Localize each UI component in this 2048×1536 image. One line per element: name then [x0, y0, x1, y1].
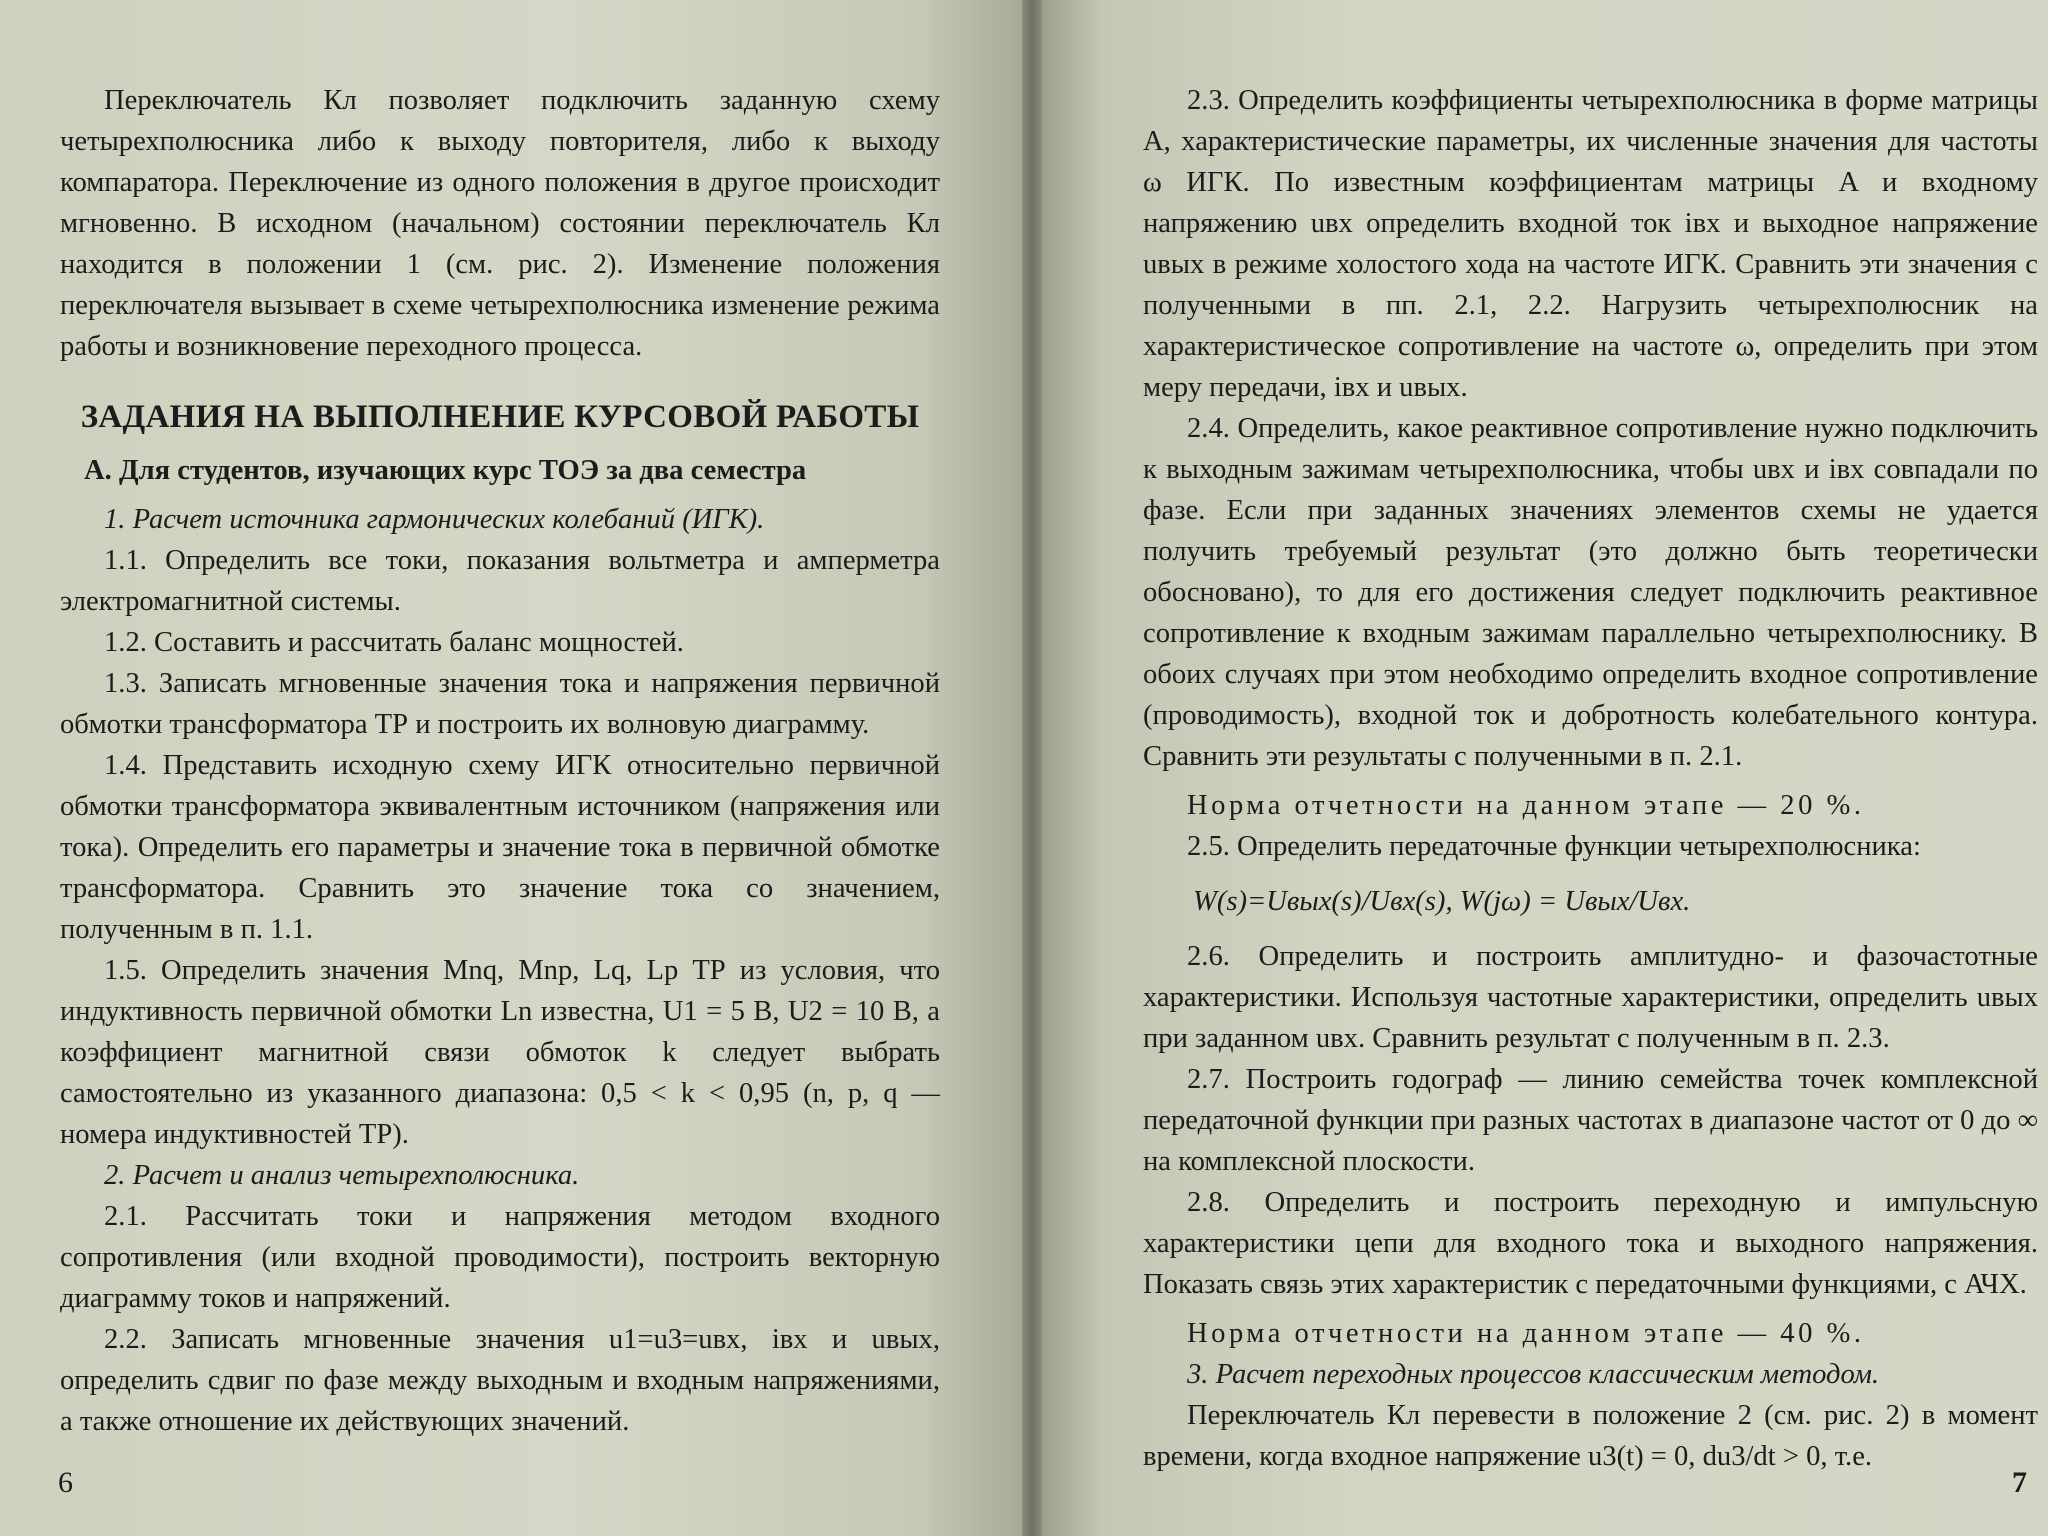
page-number-right: 7 — [2012, 1466, 2027, 1499]
right-page-text — [1143, 80, 2038, 1477]
paragraph-2-5: 2.5. Определить передаточные функции четырехполюсника: — [1187, 831, 1921, 862]
paragraph-2-1: 2.1. Рассчитать токи и напряжения методом входного сопротивления (или входной проводимости), построить векторную диаграмму токов и напряжений. — [60, 1201, 940, 1314]
section-2-title: 2. Расчет и анализ четырехполюсника. — [104, 1160, 580, 1191]
reporting-norm-40: Норма отчетности на данном этапе — 40 %. — [1187, 1318, 1865, 1349]
paragraph-2-4: 2.4. Определить, какое реактивное сопротивление нужно подключить к выходным зажимам четырехполюсника, чтобы uвх и iвх совпадали по фазе. Если при заданных значениях элементов схемы не удается получить требуемый результат (это должно быть теоретически обосновано), то для его достижения следует подключить реактивное сопротивление к входным зажимам параллельно четырехполюснику. В обоих случаях при этом необходимо определить входное сопротивление (проводимость), входной ток и добротность колебательного контура. Сравнить эти результаты с полученными в п. 2.1. — [1143, 413, 2038, 772]
subheading: А. Для студентов, изучающих курс ТОЭ за два семестра — [84, 455, 807, 486]
paragraph-1-4: 1.4. Представить исходную схему ИГК относительно первичной обмотки трансформатора эквивалентным источником (напряжения или тока). Определить его параметры и значение тока в первичной обмотке трансформатора. Сравнить это значение тока со значением, полученным в п. 1.1. — [60, 750, 940, 945]
paragraph-1-3: 1.3. Записать мгновенные значения тока и напряжения первичной обмотки трансформатора ТР и построить их волновую диаграмму. — [60, 668, 940, 740]
paragraph-1-5: 1.5. Определить значения Mnq, Mnp, Lq, Lp ТР из условия, что индуктивность первичной обмотки Ln известна, U1 = 5 В, U2 = 10 В, а коэффициент магнитной связи обмоток k следует выбрать самостоятельно из указанного диапазона: 0,5 < k < 0,95 (n, p, q — номера индуктивностей ТР). — [60, 955, 940, 1150]
book-gutter — [1022, 0, 1042, 1536]
paragraph-2-8: 2.8. Определить и построить переходную и импульсную характеристики цепи для входного тока и выходного напряжения. Показать связь этих характеристик с передаточными функциями, с АЧХ. — [1143, 1187, 2038, 1300]
reporting-norm-20: Норма отчетности на данном этапе — 20 %. — [1187, 790, 1865, 821]
paragraph-3: Переключатель Кл перевести в положение 2 (см. рис. 2) в момент времени, когда входное напряжение u3(t) = 0, du3/dt > 0, т.е. — [1143, 1400, 2038, 1472]
intro-paragraph: Переключатель Кл позволяет подключить заданную схему четырехполюсника либо к выходу повторителя, либо к выходу компаратора. Переключение из одного положения в другое происходит мгновенно. В исходном (начальном) состоянии переключатель Кл находится в положении 1 (см. рис. 2). Изменение положения переключателя вызывает в схеме четырехполюсника изменение режима работы и возникновение переходного процесса. — [60, 85, 940, 362]
paragraph-2-2: 2.2. Записать мгновенные значения u1=u3=uвх, iвх и uвых, определить сдвиг по фазе между выходным и входным напряжениями, а также отношение их действующих значений. — [60, 1324, 940, 1437]
paragraph-1-2: 1.2. Составить и рассчитать баланс мощностей. — [104, 627, 684, 658]
paragraph-2-6: 2.6. Определить и построить амплитудно- и фазочастотные характеристики. Используя частотные характеристики, определить uвых при заданном uвх. Сравнить результат с полученным в п. 2.3. — [1143, 941, 2038, 1054]
section-heading: ЗАДАНИЯ НА ВЫПОЛНЕНИЕ КУРСОВОЙ РАБОТЫ — [80, 399, 920, 435]
paragraph-2-7: 2.7. Построить годограф — линию семейства точек комплексной передаточной функции при разных частотах в диапазоне частот от 0 до ∞ на комплексной плоскости. — [1143, 1064, 2038, 1177]
paragraph-2-3: 2.3. Определить коэффициенты четырехполюсника в форме матрицы A, характеристические параметры, их численные значения для частоты ω ИГК. По известным коэффициентам матрицы A и входному напряжению uвх определить входной ток iвх и выходное напряжение uвых в режиме холостого хода на частоте ИГК. Сравнить эти значения с полученными в пп. 2.1, 2.2. Нагрузить четырехполюсник на характеристическое сопротивление на частоте ω, определить при этом меру передачи, iвх и uвых. — [1143, 85, 2038, 403]
section-1-title: 1. Расчет источника гармонических колебаний (ИГК). — [104, 504, 765, 535]
paragraph-1-1: 1.1. Определить все токи, показания вольтметра и амперметра электромагнитной системы. — [60, 545, 940, 617]
section-3-title: 3. Расчет переходных процессов классическим методом. — [1187, 1359, 1880, 1390]
transfer-function-formula: W(s)=Uвых(s)/Uвх(s), W(jω) = Uвых/Uвх. — [1193, 886, 1691, 917]
left-page-text — [60, 80, 940, 1442]
page-number-left: 6 — [58, 1466, 73, 1499]
